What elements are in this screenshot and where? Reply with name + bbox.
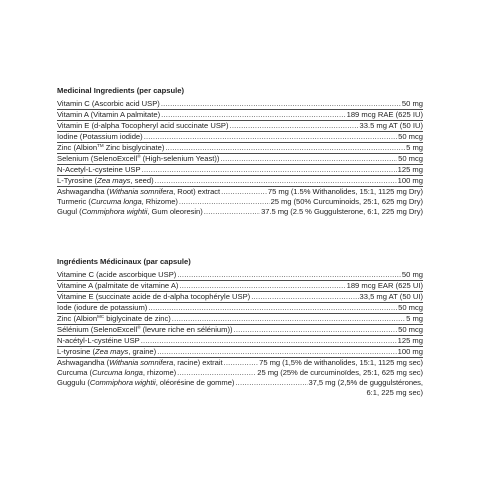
- ingredient-row-vitamine-c: [57, 270, 423, 281]
- ingredient-row-tyrosine: [57, 176, 423, 187]
- ingredient-amount: 25 mg (25% de curcuminoïdes, 25:1, 625 mg sec): [257, 368, 423, 377]
- ingredient-amount: 50 mcg: [398, 132, 423, 141]
- ingredient-row-vitamine-e: [57, 292, 423, 303]
- trademark-mark: MC: [97, 314, 105, 319]
- ingredient-amount: 50 mcg: [398, 154, 423, 163]
- ingredient-row-guggulu: [57, 378, 423, 388]
- ingredient-name: Turmeric (Curcuma longa, Rhizome): [57, 197, 178, 206]
- ingredient-row-vitamin-a: [57, 110, 423, 121]
- ingredient-amount: 189 mcg RAE (625 IU): [346, 110, 423, 119]
- ingredient-row-iode: [57, 303, 423, 314]
- medicinal-ingredients-english: [57, 86, 423, 217]
- ingredient-row-nac: [57, 165, 423, 176]
- registered-mark: ®: [137, 325, 141, 330]
- ingredient-name: Zinc (Albion™ Zinc bisglycinate): [57, 143, 165, 152]
- ingredient-row-selenium: [57, 154, 423, 165]
- ingredient-name: N-Acetyl-L-cysteine USP: [57, 165, 141, 174]
- ingredient-name: Vitamin E (d-alpha Tocopheryl acid succinate USP): [57, 121, 229, 130]
- ingredient-name: Vitamine E (succinate acide de d-alpha tocophéryle USP): [57, 292, 251, 301]
- ingredient-row-tyrosine-fr: [57, 347, 423, 358]
- ingredient-name: Sélénium (SelenoExcell® (levure riche en sélénium)): [57, 325, 233, 334]
- ingredient-row-iodine: [57, 132, 423, 143]
- ingredient-name: L-Tyrosine (Zea mays, seed): [57, 176, 154, 185]
- trademark-mark: TM: [97, 143, 104, 148]
- ingredient-name: Ashwagandha (Withania somnifera, racine) extrait: [57, 358, 223, 367]
- ingredient-amount: 125 mg: [397, 336, 423, 345]
- ingredient-name: Guggulu (Commiphora wightii, oléorésine de gomme): [57, 378, 235, 387]
- ingredient-amount: 33,5 mg AT (50 UI): [359, 292, 423, 301]
- ingredient-row-ashwagandha: [57, 187, 423, 197]
- ingredient-name: Vitamin A (Vitamin A palmitate): [57, 110, 161, 119]
- ingredient-name: Zinc (Albion$^{MC}$ biglycinate de zinc): [57, 314, 171, 323]
- ingredient-amount: 50 mcg: [398, 303, 423, 312]
- ingredient-amount: 37.5 mg (2.5 % Guggulsterone, 6:1, 225 mg Dry): [261, 207, 423, 216]
- ingredient-row-zinc-fr: [57, 314, 423, 325]
- ingredient-amount: 50 mcg: [398, 325, 423, 334]
- ingredient-row-ashwagandha-fr: [57, 358, 423, 368]
- ingredient-row-gugul: [57, 207, 423, 217]
- ingredient-row-vitamin-e: [57, 121, 423, 132]
- ingredient-amount: 75 mg (1,5% de withanolides, 15:1, 1125 mg sec): [259, 358, 423, 367]
- ingredient-name: Vitamin C (Ascorbic acid USP): [57, 99, 160, 108]
- ingredient-name: Gugul (Commiphora wightii, Gum oleoresin): [57, 207, 203, 216]
- ingredient-amount: 50 mg: [401, 270, 423, 279]
- ingredient-row-turmeric: [57, 197, 423, 207]
- ingredients-heading-french: Ingrédients Médicinaux (par capsule): [57, 257, 191, 266]
- ingredient-row-vitamin-c: [57, 99, 423, 110]
- ingredient-name: Ashwagandha (Withania somnifera, Root) extract: [57, 187, 221, 196]
- ingredient-amount: 37,5 mg (2,5% de guggulstérones,: [308, 378, 423, 387]
- ingredient-name: Vitamine C (acide ascorbique USP): [57, 270, 177, 279]
- ingredient-amount-continued: 6:1, 225 mg sec): [366, 388, 423, 397]
- ingredient-row-zinc: [57, 143, 423, 154]
- ingredient-amount: 5 mg: [406, 143, 423, 152]
- ingredient-amount: 125 mg: [397, 165, 423, 174]
- ingredient-name: N-acétyl-L-cystéine USP: [57, 336, 140, 345]
- ingredient-name: Iode (iodure de potassium): [57, 303, 148, 312]
- ingredient-name: L-tyrosine (Zea mays, graine): [57, 347, 157, 356]
- ingredient-row-nac-fr: [57, 336, 423, 347]
- ingredient-name: Iodine (Potassium iodide): [57, 132, 143, 141]
- ingredient-amount: 5 mg: [406, 314, 423, 323]
- ingredient-amount: 75 mg (1.5% Withanolides, 15:1, 1125 mg Dry): [267, 187, 423, 196]
- ingredient-amount: 100 mg: [397, 176, 423, 185]
- ingredient-amount: 25 mg (50% Curcuminoids, 25:1, 625 mg Dry): [270, 197, 423, 206]
- ingredient-name: Selenium (SelenoExcell® (High-selenium Yeast)): [57, 154, 220, 163]
- ingredient-row-selenium-fr: [57, 325, 423, 336]
- registered-mark: ®: [137, 154, 141, 159]
- ingredient-name: Vitamine A (palmitate de vitamine A): [57, 281, 179, 290]
- ingredient-row-curcuma: [57, 368, 423, 378]
- ingredient-name: Curcuma (Curcuma longa, rhizome): [57, 368, 177, 377]
- ingredient-amount: 33.5 mg AT (50 IU): [359, 121, 423, 130]
- ingredient-row-vitamine-a: [57, 281, 423, 292]
- ingredient-amount: 189 mcg EAR (625 UI): [346, 281, 423, 290]
- ingredient-amount: 100 mg: [397, 347, 423, 356]
- medicinal-ingredients-french: [57, 257, 423, 398]
- ingredients-heading-english: Medicinal Ingredients (per capsule): [57, 86, 185, 95]
- ingredient-amount: 50 mg: [401, 99, 423, 108]
